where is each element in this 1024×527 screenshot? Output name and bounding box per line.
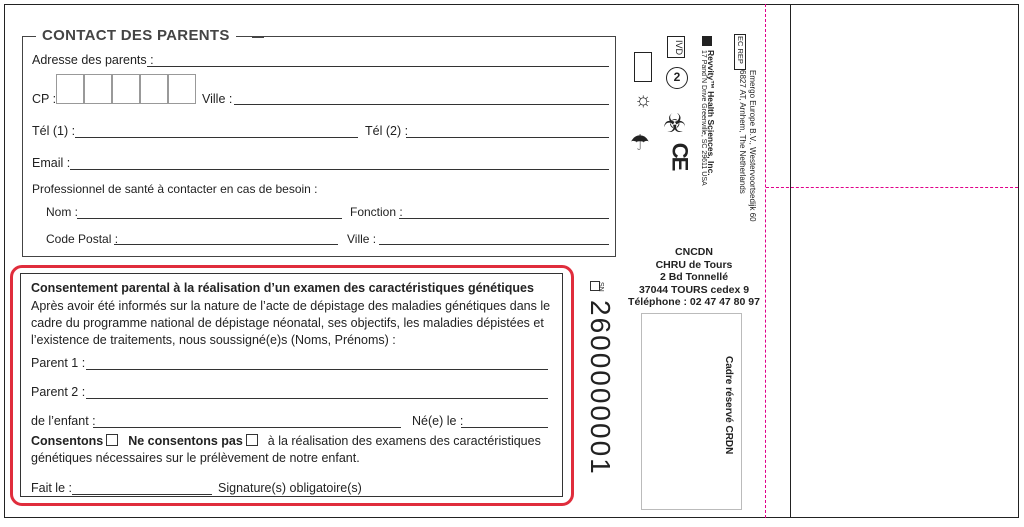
ne-consentons-pas-label: Ne consentons pas bbox=[128, 434, 243, 448]
sn-label: SN bbox=[597, 282, 604, 292]
instructions-book-icon bbox=[634, 52, 652, 82]
consent-intro-line: Après avoir été informés sur la nature de l’acte de dépistage des maladies génétiques dans le bbox=[31, 299, 551, 313]
contact-section-title: CONTACT DES PARENTS bbox=[36, 27, 236, 44]
cp-label: CP : bbox=[32, 92, 57, 106]
address-label: Adresse des parents : bbox=[32, 53, 154, 67]
ec-rep-address-2: 6827 AT, Arnhem, The Netherlands bbox=[738, 70, 747, 194]
perforation-vertical bbox=[765, 4, 766, 518]
cp-digit-box[interactable] bbox=[84, 74, 112, 104]
tel2-field[interactable] bbox=[406, 137, 609, 138]
signature-label: Signature(s) obligatoire(s) bbox=[218, 481, 362, 495]
cp-digit-box[interactable] bbox=[140, 74, 168, 104]
enfant-label: de l’enfant : bbox=[31, 414, 96, 428]
ne-consentons-pas-checkbox[interactable] bbox=[246, 434, 258, 446]
ce-mark: CE bbox=[667, 142, 693, 170]
parent1-label: Parent 1 : bbox=[31, 356, 86, 370]
birthdate-field[interactable] bbox=[461, 427, 548, 428]
parent2-field[interactable] bbox=[86, 398, 548, 399]
cp-digit-box[interactable] bbox=[168, 74, 196, 104]
light-sensitive-icon: ☼ bbox=[634, 89, 653, 111]
contact-section-box bbox=[22, 36, 616, 257]
consent-tail-text: à la réalisation des examens des caractéristiques bbox=[267, 434, 541, 448]
cp-digit-box[interactable] bbox=[112, 74, 140, 104]
tel2-label: Tél (2) : bbox=[365, 124, 409, 138]
title-rule-right bbox=[252, 37, 264, 38]
cncdn-line: 37044 TOURS cedex 9 bbox=[638, 283, 750, 296]
birthdate-label: Né(e) le : bbox=[412, 414, 464, 428]
fonction-field[interactable] bbox=[399, 218, 609, 219]
ville2-label: Ville : bbox=[347, 232, 377, 246]
cncdn-line: 2 Bd Tonnellé bbox=[659, 271, 729, 283]
fait-field[interactable] bbox=[72, 494, 212, 495]
nom-label: Nom : bbox=[46, 205, 79, 219]
tel1-field[interactable] bbox=[75, 137, 358, 138]
cp-field[interactable] bbox=[56, 74, 196, 104]
cncdn-address bbox=[628, 246, 760, 309]
consentons-checkbox[interactable] bbox=[106, 434, 118, 446]
parent2-label: Parent 2 : bbox=[31, 385, 86, 399]
panel-divider bbox=[790, 4, 791, 518]
crdn-reserved-label: Cadre réservé CRDN bbox=[723, 356, 734, 455]
biohazard-icon: ☣ bbox=[663, 108, 687, 138]
fait-label: Fait le : bbox=[31, 481, 72, 495]
ville-label: Ville : bbox=[202, 92, 233, 106]
do-not-reuse-icon: 2 bbox=[666, 67, 688, 89]
code-postal-field[interactable] bbox=[114, 244, 338, 245]
ville-field[interactable] bbox=[234, 104, 609, 105]
ivd-label: IVD bbox=[674, 40, 684, 56]
consent-choice-row bbox=[31, 434, 541, 448]
address-field[interactable] bbox=[147, 66, 609, 67]
tel1-label: Tél (1) : bbox=[32, 124, 76, 138]
professional-label: Professionnel de santé à contacter en cas de besoin : bbox=[32, 182, 318, 196]
consent-intro-line: l’existence de traitements, nous soussigné(e)s (Noms, Prénoms) : bbox=[31, 333, 396, 347]
fonction-label: Fonction : bbox=[350, 205, 403, 219]
title-rule bbox=[24, 36, 34, 37]
manufacturer-name: Revvity™ Health Sciences, Inc. bbox=[706, 50, 716, 176]
email-field[interactable] bbox=[70, 169, 609, 170]
nom-field[interactable] bbox=[77, 218, 342, 219]
manufacturer-icon bbox=[702, 36, 712, 46]
manufacturer-address: 17 Pand N Drive Greenville, SC 29611 USA bbox=[700, 50, 707, 186]
consent-title: Consentement parental à la réalisation d’un examen des caractéristiques génétiques bbox=[31, 281, 534, 295]
serial-number: 2600000001 bbox=[585, 300, 616, 476]
parent1-field[interactable] bbox=[86, 369, 548, 370]
ec-rep-label: EC REP bbox=[736, 36, 745, 64]
cncdn-line: CNCDN bbox=[675, 246, 713, 258]
keep-dry-icon: ☂ bbox=[630, 130, 650, 155]
ec-rep-address-1: Emergo Europe B.V., Westervoortsedijk 60 bbox=[748, 70, 757, 222]
consentons-label: Consentons bbox=[31, 434, 104, 448]
cncdn-phone: Téléphone : 02 47 47 80 97 bbox=[628, 296, 760, 308]
perforation-horizontal bbox=[766, 187, 1018, 188]
ville2-field[interactable] bbox=[379, 244, 609, 245]
consent-tail-text-2: génétiques nécessaires sur le prélèvement de notre enfant. bbox=[31, 451, 360, 465]
consent-intro-line: cadre du programme national de dépistage néonatal, ses objectifs, les maladies dépistées et bbox=[31, 316, 544, 330]
cncdn-line: CHRU de Tours bbox=[655, 258, 733, 271]
cp-digit-box[interactable] bbox=[56, 74, 84, 104]
code-postal-label: Code Postal : bbox=[46, 232, 119, 246]
enfant-field[interactable] bbox=[93, 427, 401, 428]
email-label: Email : bbox=[32, 156, 71, 170]
